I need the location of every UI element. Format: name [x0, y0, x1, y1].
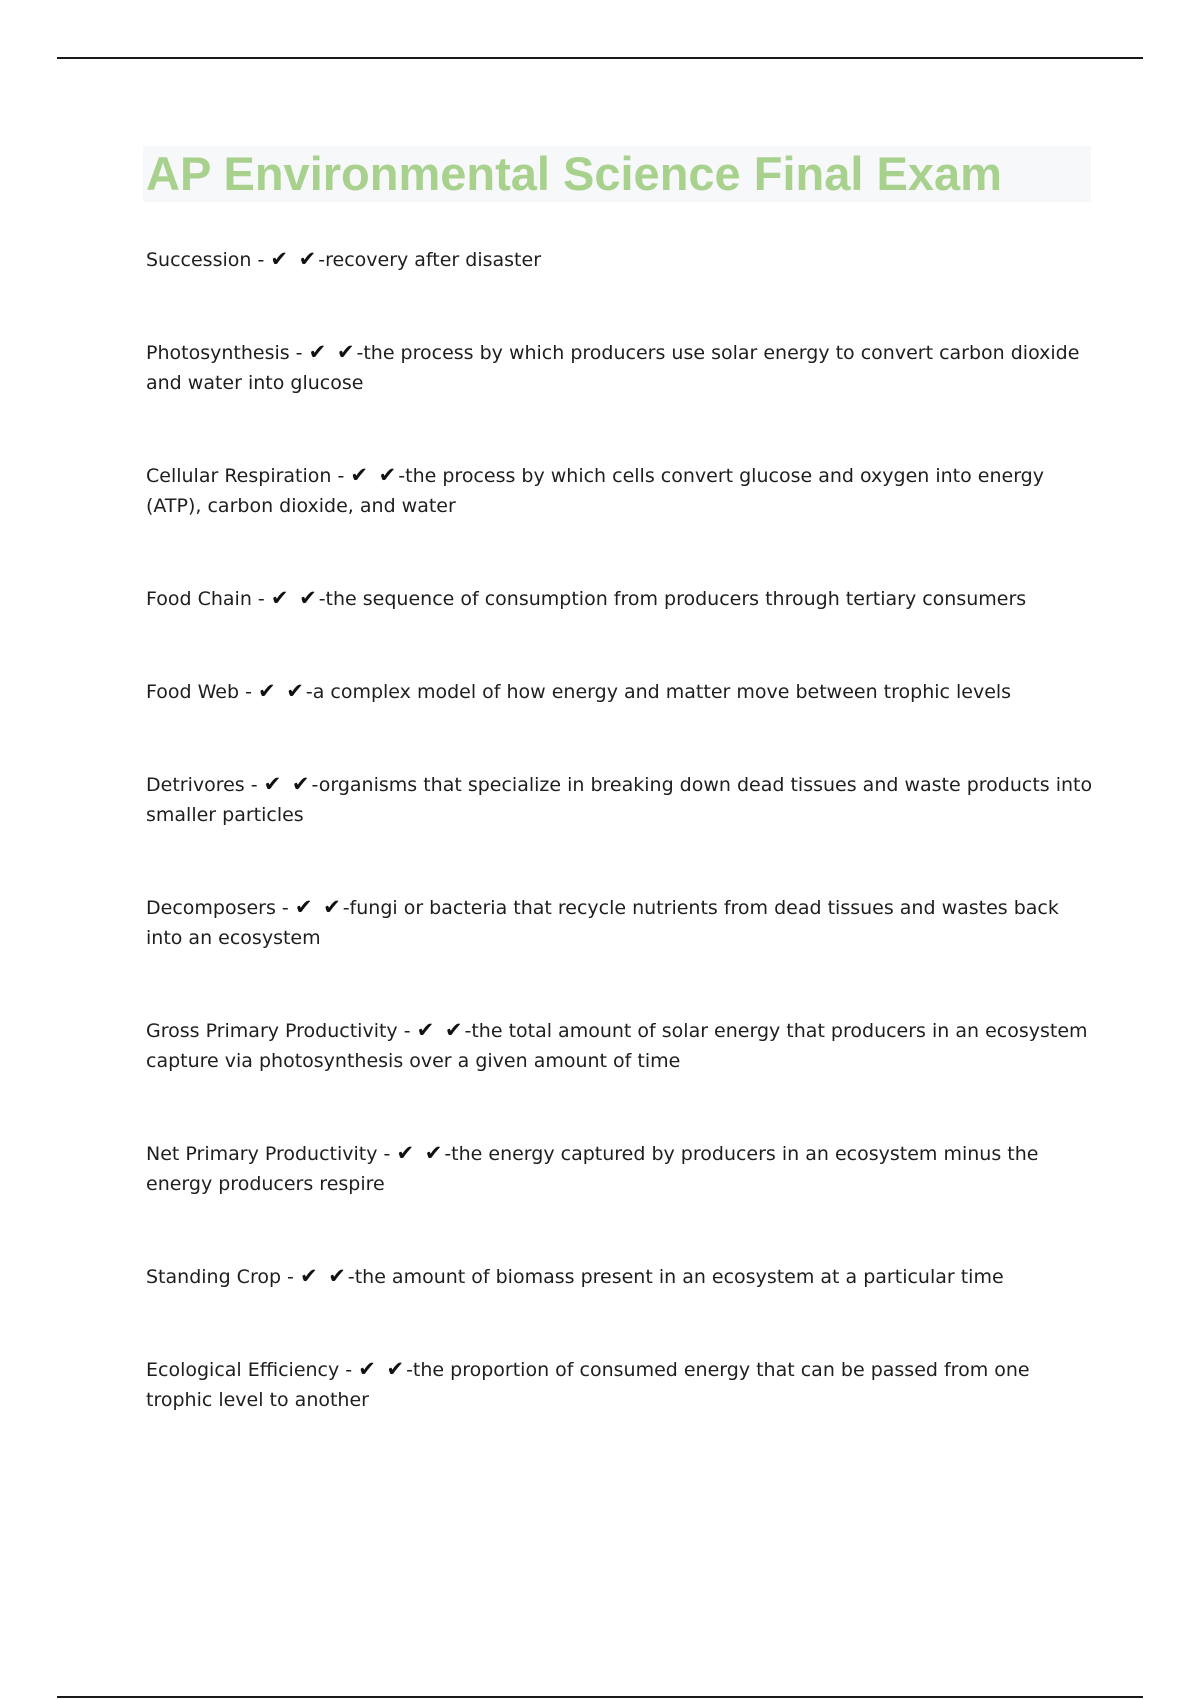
- glossary-entry: [146, 1261, 1096, 1321]
- entry-definition: -the energy captured by producers in an ecosystem minus the energy producers respire: [146, 1143, 1039, 1195]
- entry-definition: -fungi or bacteria that recycle nutrients from dead tissues and wastes back into an ecosystem: [146, 897, 1059, 949]
- glossary-entry: [146, 583, 1096, 643]
- glossary-entry: [146, 337, 1096, 397]
- glossary-entry: [146, 460, 1096, 520]
- entry-term: Food Web -: [146, 681, 252, 703]
- entry-term: Net Primary Productivity -: [146, 1143, 391, 1165]
- glossary-entry: [146, 892, 1096, 952]
- entry-definition: -the sequence of consumption from producers through tertiary consumers: [318, 588, 1027, 610]
- entry-term: Standing Crop -: [146, 1266, 294, 1288]
- entry-term: Food Chain -: [146, 588, 265, 610]
- double-check-icon: ✔ ✔: [299, 1264, 348, 1288]
- double-check-icon: ✔ ✔: [270, 247, 319, 271]
- entry-definition: -the total amount of solar energy that producers in an ecosystem capture via photosynthesis over a given amount of time: [146, 1020, 1088, 1072]
- top-divider: [57, 57, 1143, 59]
- glossary-entry: [146, 1138, 1096, 1198]
- glossary-list: [146, 244, 1096, 1477]
- double-check-icon: ✔ ✔: [308, 340, 357, 364]
- double-check-icon: ✔ ✔: [263, 772, 312, 796]
- document-title: AP Environmental Science Final Exam: [146, 147, 1002, 200]
- double-check-icon: ✔ ✔: [270, 586, 319, 610]
- glossary-entry: [146, 676, 1096, 736]
- entry-term: Cellular Respiration -: [146, 465, 345, 487]
- double-check-icon: ✔ ✔: [396, 1141, 445, 1165]
- glossary-entry: [146, 1354, 1096, 1414]
- glossary-entry: [146, 769, 1096, 829]
- double-check-icon: ✔ ✔: [257, 679, 306, 703]
- double-check-icon: ✔ ✔: [294, 895, 343, 919]
- entry-term: Succession -: [146, 249, 265, 271]
- entry-term: Gross Primary Productivity -: [146, 1020, 411, 1042]
- entry-term: Detrivores -: [146, 774, 258, 796]
- glossary-entry: [146, 1015, 1096, 1075]
- entry-term: Ecological Efficiency -: [146, 1359, 353, 1381]
- double-check-icon: ✔ ✔: [358, 1357, 407, 1381]
- entry-definition: -the process by which producers use solar energy to convert carbon dioxide and water into glucose: [146, 342, 1080, 394]
- entry-definition: -the process by which cells convert glucose and oxygen into energy (ATP), carbon dioxide, and water: [146, 465, 1044, 517]
- bottom-divider: [57, 1696, 1143, 1698]
- entry-term: Decomposers -: [146, 897, 289, 919]
- entry-term: Photosynthesis -: [146, 342, 303, 364]
- entry-definition: -the proportion of consumed energy that can be passed from one trophic level to another: [146, 1359, 1030, 1411]
- double-check-icon: ✔ ✔: [350, 463, 399, 487]
- entry-definition: -recovery after disaster: [318, 249, 542, 271]
- double-check-icon: ✔ ✔: [416, 1018, 465, 1042]
- entry-definition: -a complex model of how energy and matter move between trophic levels: [305, 681, 1012, 703]
- entry-definition: -organisms that specialize in breaking down dead tissues and waste products into smaller particles: [146, 774, 1093, 826]
- entry-definition: -the amount of biomass present in an ecosystem at a particular time: [347, 1266, 1004, 1288]
- glossary-entry: [146, 244, 1096, 304]
